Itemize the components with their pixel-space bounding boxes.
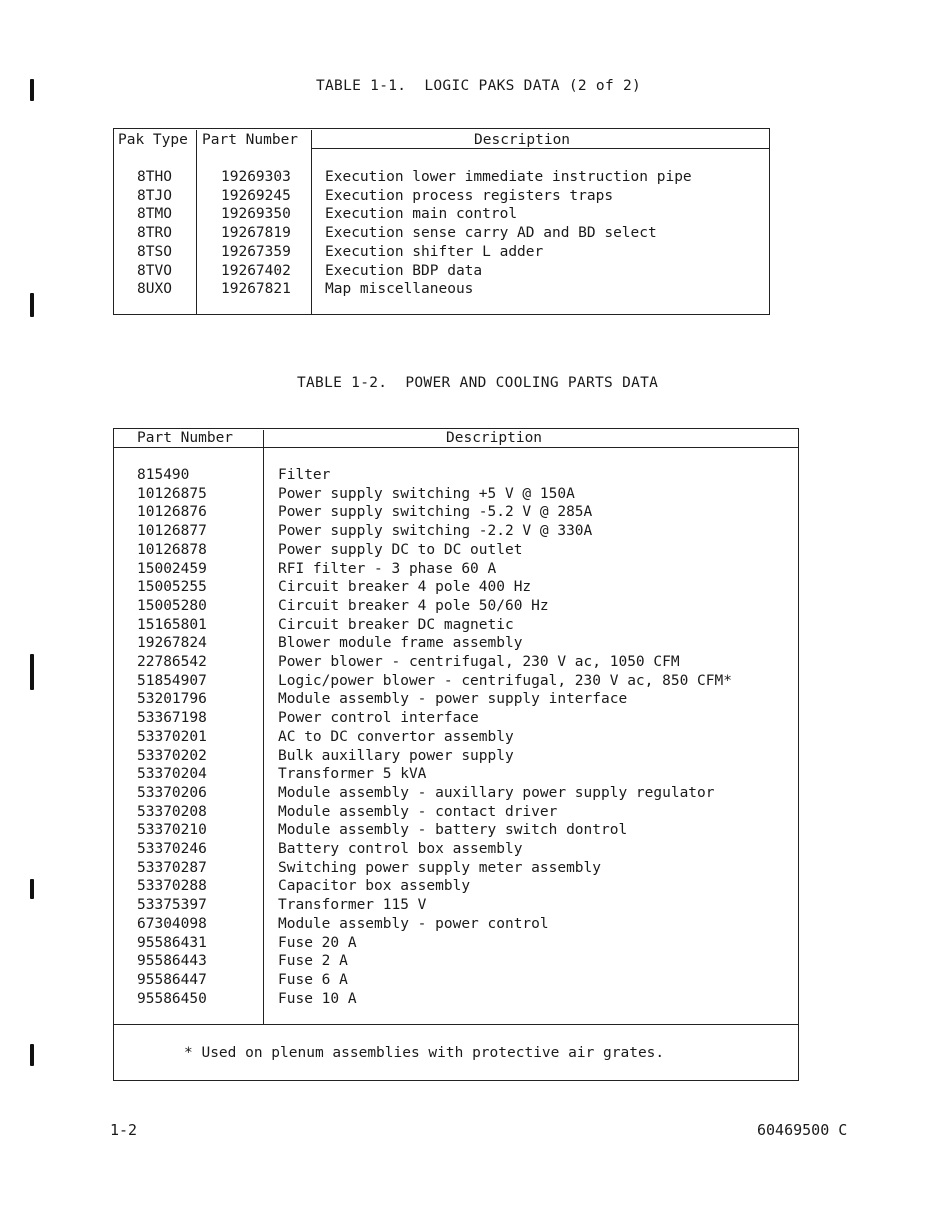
table-row bbox=[114, 915, 798, 934]
cell-part-number: 53375397 bbox=[137, 897, 207, 914]
cell-description: Module assembly - power supply interface bbox=[278, 691, 628, 708]
cell-description: Capacitor box assembly bbox=[278, 878, 471, 895]
cell-description: Execution process registers traps bbox=[325, 187, 614, 204]
cell-pak-type: 8THO bbox=[137, 169, 172, 185]
table-row bbox=[114, 280, 769, 299]
cell-description: Blower module frame assembly bbox=[278, 635, 523, 652]
table-row bbox=[114, 616, 798, 635]
cell-description: Map miscellaneous bbox=[325, 281, 474, 298]
cell-pak-type: 8TSO bbox=[137, 243, 172, 260]
cell-part-number: 53370201 bbox=[137, 728, 207, 745]
cell-pak-type: 8UXO bbox=[137, 281, 172, 298]
cell-part-number: 15002459 bbox=[137, 560, 207, 577]
table-row bbox=[114, 747, 798, 766]
cell-part-number: 53370246 bbox=[137, 841, 207, 857]
cell-description: Power supply switching +5 V @ 150A bbox=[278, 485, 575, 502]
table-row bbox=[114, 821, 798, 840]
header-part-number: Part Number bbox=[202, 132, 299, 148]
cell-description: Filter bbox=[278, 467, 331, 483]
table-row bbox=[114, 990, 798, 1009]
cell-part-number: 53370287 bbox=[137, 859, 207, 876]
cell-description: Logic/power blower - centrifugal, 230 V ac, 850 CFM* bbox=[278, 672, 732, 689]
table2-title: TABLE 1-2. POWER AND COOLING PARTS DATA bbox=[297, 375, 659, 391]
cell-pak-type: 8TMO bbox=[137, 206, 172, 223]
cell-part-number: 19267402 bbox=[221, 262, 291, 279]
table-row bbox=[114, 709, 798, 728]
table-row bbox=[114, 690, 798, 709]
footnote: * Used on plenum assemblies with protective air grates. bbox=[184, 1045, 665, 1061]
cell-pak-type: 8TJO bbox=[137, 187, 172, 204]
cell-part-number: 95586431 bbox=[137, 934, 207, 951]
cell-part-number: 53370208 bbox=[137, 803, 207, 820]
table-row bbox=[114, 262, 769, 281]
cell-part-number: 19267359 bbox=[221, 243, 291, 260]
cell-description: Module assembly - battery switch dontrol bbox=[278, 822, 628, 839]
header-rule bbox=[311, 148, 769, 149]
cell-part-number: 53370206 bbox=[137, 784, 207, 801]
cell-part-number: 15005280 bbox=[137, 597, 207, 614]
cell-description: Power supply switching -2.2 V @ 330A bbox=[278, 523, 593, 540]
cell-part-number: 95586447 bbox=[137, 971, 207, 988]
cell-description: Execution lower immediate instruction pipe bbox=[325, 169, 692, 185]
cell-description: Switching power supply meter assembly bbox=[278, 859, 602, 876]
cell-description: Power blower - centrifugal, 230 V ac, 1050 CFM bbox=[278, 654, 680, 670]
cell-part-number: 19269350 bbox=[221, 206, 291, 223]
table-row bbox=[114, 728, 798, 747]
cell-part-number: 53370202 bbox=[137, 747, 207, 764]
table-row bbox=[114, 560, 798, 579]
cell-description: Fuse 6 A bbox=[278, 971, 348, 988]
cell-description: Transformer 115 V bbox=[278, 897, 427, 914]
cell-part-number: 95586443 bbox=[137, 953, 207, 970]
cell-description: Circuit breaker DC magnetic bbox=[278, 616, 514, 633]
table-row bbox=[114, 466, 798, 485]
header-description: Description bbox=[474, 132, 571, 148]
table-row bbox=[114, 597, 798, 616]
document-number: 60469500 C bbox=[757, 1121, 848, 1139]
table-bottom-rule bbox=[114, 314, 769, 315]
cell-description: Fuse 10 A bbox=[278, 990, 357, 1007]
cell-description: Execution shifter L adder bbox=[325, 243, 544, 260]
cell-part-number: 10126877 bbox=[137, 523, 207, 540]
cell-description: Battery control box assembly bbox=[278, 841, 523, 857]
table-row bbox=[114, 653, 798, 672]
cell-part-number: 53370288 bbox=[137, 878, 207, 895]
table-row bbox=[114, 522, 798, 541]
cell-description: Execution main control bbox=[325, 206, 518, 223]
cell-part-number: 53201796 bbox=[137, 691, 207, 708]
table-row bbox=[114, 634, 798, 653]
table-row bbox=[114, 765, 798, 784]
cell-part-number: 10126878 bbox=[137, 541, 207, 558]
table-row bbox=[114, 784, 798, 803]
cell-part-number: 53370204 bbox=[137, 766, 207, 783]
cell-description: AC to DC convertor assembly bbox=[278, 728, 514, 745]
margin-mark bbox=[30, 654, 34, 690]
cell-description: Module assembly - power control bbox=[278, 915, 549, 932]
cell-part-number: 10126875 bbox=[137, 485, 207, 502]
cell-part-number: 53370210 bbox=[137, 822, 207, 839]
table1-title: TABLE 1-1. LOGIC PAKS DATA (2 of 2) bbox=[316, 78, 642, 94]
table-row bbox=[114, 578, 798, 597]
cell-part-number: 51854907 bbox=[137, 672, 207, 689]
margin-mark bbox=[30, 293, 34, 317]
cell-description: Module assembly - contact driver bbox=[278, 803, 558, 820]
table-top-rule bbox=[114, 128, 769, 129]
cell-part-number: 19267824 bbox=[137, 635, 207, 652]
cell-description: Execution sense carry AD and BD select bbox=[325, 225, 657, 242]
table-row bbox=[114, 803, 798, 822]
cell-pak-type: 8TRO bbox=[137, 225, 172, 242]
cell-description: Fuse 2 A bbox=[278, 953, 348, 970]
cell-description: Power supply switching -5.2 V @ 285A bbox=[278, 504, 593, 521]
cell-description: Power control interface bbox=[278, 710, 479, 727]
cell-part-number: 95586450 bbox=[137, 990, 207, 1007]
table-row bbox=[114, 672, 798, 691]
cell-description: Bulk auxillary power supply bbox=[278, 747, 514, 764]
cell-part-number: 19267819 bbox=[221, 225, 291, 242]
cell-description: Circuit breaker 4 pole 400 Hz bbox=[278, 579, 532, 596]
margin-mark bbox=[30, 1044, 34, 1066]
table-row bbox=[114, 485, 798, 504]
table-row bbox=[114, 934, 798, 953]
header-description: Description bbox=[446, 430, 543, 446]
cell-part-number: 22786542 bbox=[137, 654, 207, 670]
table-row bbox=[114, 971, 798, 990]
cell-part-number: 815490 bbox=[137, 467, 190, 483]
power-cooling-table bbox=[113, 428, 799, 1081]
cell-part-number: 10126876 bbox=[137, 504, 207, 521]
logic-paks-table bbox=[113, 128, 770, 315]
cell-description: Module assembly - auxillary power supply regulator bbox=[278, 784, 715, 801]
cell-part-number: 15005255 bbox=[137, 579, 207, 596]
table-row bbox=[114, 205, 769, 224]
page-number: 1-2 bbox=[110, 1121, 138, 1139]
table-row bbox=[114, 859, 798, 878]
table-row bbox=[114, 168, 769, 187]
cell-description: RFI filter - 3 phase 60 A bbox=[278, 560, 497, 577]
cell-part-number: 53367198 bbox=[137, 710, 207, 727]
footnote-rule bbox=[114, 1024, 798, 1025]
cell-part-number: 19267821 bbox=[221, 281, 291, 298]
cell-pak-type: 8TVO bbox=[137, 262, 172, 279]
table-row bbox=[114, 187, 769, 206]
table-row bbox=[114, 896, 798, 915]
table-row bbox=[114, 541, 798, 560]
table-row bbox=[114, 224, 769, 243]
cell-part-number: 67304098 bbox=[137, 915, 207, 932]
cell-description: Execution BDP data bbox=[325, 262, 483, 279]
header-pak-type: Pak Type bbox=[118, 132, 188, 148]
header-part-number: Part Number bbox=[137, 430, 234, 446]
cell-description: Circuit breaker 4 pole 50/60 Hz bbox=[278, 597, 549, 614]
table-row bbox=[114, 503, 798, 522]
cell-part-number: 15165801 bbox=[137, 616, 207, 633]
cell-part-number: 19269303 bbox=[221, 169, 291, 185]
table-row bbox=[114, 952, 798, 971]
cell-description: Power supply DC to DC outlet bbox=[278, 541, 523, 558]
table-row bbox=[114, 840, 798, 859]
table-row bbox=[114, 877, 798, 896]
margin-mark bbox=[30, 879, 34, 899]
margin-mark bbox=[30, 79, 34, 101]
cell-part-number: 19269245 bbox=[221, 187, 291, 204]
table-row bbox=[114, 243, 769, 262]
table-bottom-rule bbox=[114, 1080, 798, 1081]
cell-description: Transformer 5 kVA bbox=[278, 766, 427, 783]
table-top-rule bbox=[114, 428, 798, 429]
header-rule bbox=[114, 447, 798, 448]
cell-description: Fuse 20 A bbox=[278, 934, 357, 951]
